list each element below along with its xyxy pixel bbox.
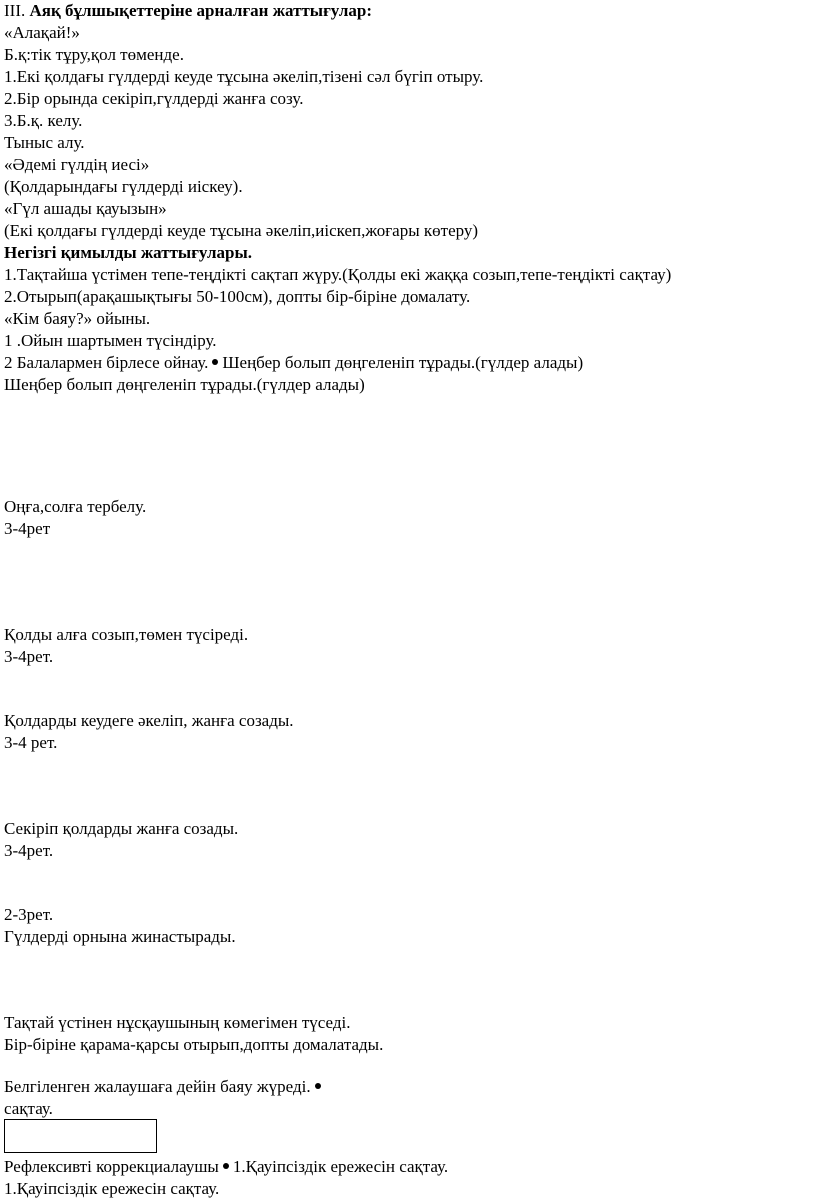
game-rule-2: 2 Балалармен бірлесе ойнау. xyxy=(4,353,209,372)
game-title-flower-opens: «Гүл ашады қауызын» xyxy=(4,199,167,218)
game-rule-1: 1 .Ойын шартымен түсіндіру. xyxy=(4,331,217,350)
section-heading xyxy=(4,0,372,22)
section-number: III. xyxy=(4,1,26,20)
section-title: Аяқ бұлшықеттеріне арналған жаттығулар: xyxy=(29,1,373,20)
reflexive-correction-label: Рефлексивті коррекциалаушы xyxy=(4,1157,219,1176)
note-walk-slowly-line xyxy=(4,1076,325,1098)
bullet-dot-icon xyxy=(223,1163,229,1169)
exercise-step-3: 3.Б.қ. келу. xyxy=(4,111,83,130)
note-reps-2-3: 2-3рет. xyxy=(4,905,54,924)
game-title-flower-owner: «Әдемі гүлдің иесі» xyxy=(4,155,150,174)
game-description-flower-owner: (Қолдарындағы гүлдерді иіскеу). xyxy=(4,177,243,196)
empty-table-cell xyxy=(4,1119,157,1153)
breathing-note: Тыныс алу. xyxy=(4,133,85,152)
safety-rule: 1.Қауіпсіздік ережесін сақтау. xyxy=(4,1179,220,1198)
main-exercises-heading: Негізгі қимылды жаттығулары. xyxy=(4,243,253,262)
circle-instruction: Шеңбер болып дөңгеленіп тұрады.(гүлдер алады) xyxy=(4,375,365,394)
main-exercise-2: 2.Отырып(арақашықтығы 50-100см), допты бір-біріне домалату. xyxy=(4,287,471,306)
note-collect-flowers: Гүлдерді орнына жинастырады. xyxy=(4,927,236,946)
note-sway: Оңға,солға тербелу. xyxy=(4,497,147,516)
bullet-dot-icon xyxy=(212,359,218,365)
bullet-dot-icon xyxy=(315,1083,321,1089)
exercise-step-2: 2.Бір орында секіріп,гүлдерді жанға созу. xyxy=(4,89,304,108)
note-ball-rolling: Бір-біріне қарама-қарсы отырып,допты домалатады. xyxy=(4,1035,384,1054)
game-rule-2-line xyxy=(4,352,583,374)
note-arms-chest-reps: 3-4 рет. xyxy=(4,733,58,752)
exercise-step-1: 1.Екі қолдағы гүлдерді кеуде тұсына әкеліп,тізені сәл бүгіп отыру. xyxy=(4,67,484,86)
reflexive-correction-line xyxy=(4,1156,448,1178)
note-keep: сақтау. xyxy=(4,1099,53,1118)
note-sway-reps: 3-4рет xyxy=(4,519,51,538)
note-board-descent: Тақтай үстінен нұсқаушының көмегімен түседі. xyxy=(4,1013,351,1032)
game-title-who-is-slow: «Кім баяу?» ойыны. xyxy=(4,309,151,328)
circle-instruction-inline: Шеңбер болып дөңгеленіп тұрады.(гүлдер алады) xyxy=(222,353,584,372)
game-title-alakai: «Алақай!» xyxy=(4,23,80,42)
main-exercise-1: 1.Тақтайша үстімен тепе-теңдікті сақтап жүру.(Қолды екі жаққа созып,тепе-теңдікті сақтау) xyxy=(4,265,672,284)
note-jump-reps: 3-4рет. xyxy=(4,841,54,860)
note-arms-forward: Қолды алға созып,төмен түсіреді. xyxy=(4,625,249,644)
note-walk-slowly: Белгіленген жалаушаға дейін баяу жүреді. xyxy=(4,1077,311,1096)
game-description-flower-opens: (Екі қолдағы гүлдерді кеуде тұсына әкеліп,иіскеп,жоғары көтеру) xyxy=(4,221,479,240)
start-position: Б.қ:тік тұру,қол төменде. xyxy=(4,45,184,64)
note-arms-forward-reps: 3-4рет. xyxy=(4,647,54,666)
note-jump: Секіріп қолдарды жанға созады. xyxy=(4,819,239,838)
note-arms-chest: Қолдарды кеудеге әкеліп, жанға созады. xyxy=(4,711,294,730)
safety-rule-inline: 1.Қауіпсіздік ережесін сақтау. xyxy=(232,1157,449,1176)
